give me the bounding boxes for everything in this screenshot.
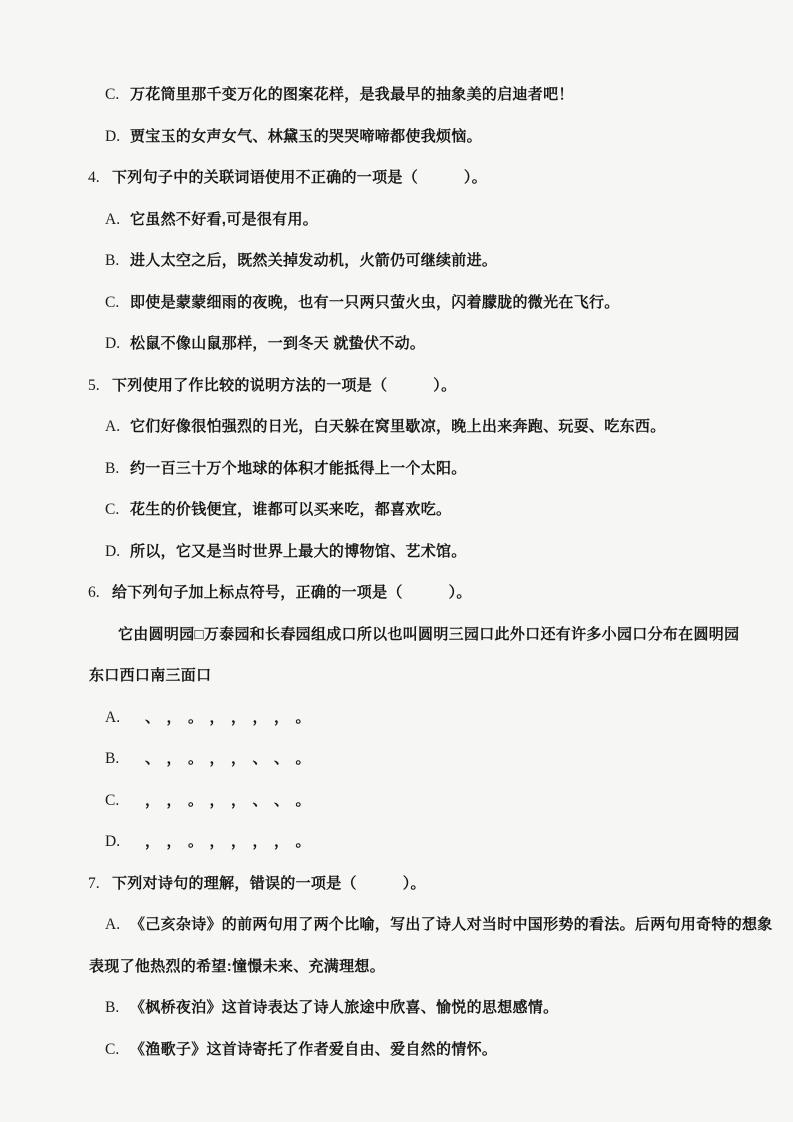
- punctuation-mark: 、: [252, 750, 268, 767]
- punctuation-mark: 。: [188, 833, 204, 850]
- punctuation-mark: ，: [166, 833, 182, 850]
- option-row: [0, 323, 793, 365]
- option-row: [0, 116, 793, 158]
- option-text: 约一百三十万个地球的体积才能抵得上一个太阳。: [130, 459, 467, 477]
- punctuation-mark: ，: [209, 750, 225, 767]
- punctuation-mark: 。: [295, 833, 311, 850]
- passage-line-row: [0, 614, 793, 656]
- punctuation-option-row: [0, 738, 793, 780]
- option-text: 松鼠不像山鼠那样，一到冬天 就蛰伏不动。: [130, 335, 426, 352]
- option-text: 即使是蒙蒙细雨的夜晚，也有一只两只萤火虫，闪着朦胧的微光在飞行。: [130, 293, 620, 311]
- question-stem: 下列使用了作比较的说明方法的一项是（ ）。: [112, 376, 457, 394]
- punctuation-option-row: [0, 780, 793, 822]
- option-text: 贾宝玉的女声女气、林黛玉的哭哭啼啼都使我烦恼。: [130, 127, 482, 145]
- punctuation-mark: ，: [274, 833, 290, 850]
- punctuation-mark: 。: [188, 750, 204, 767]
- punctuation-mark: 。: [295, 750, 311, 767]
- punctuation-mark: ，: [252, 708, 268, 726]
- option-row: [0, 240, 793, 282]
- punctuation-mark: ，: [231, 708, 247, 726]
- question-row: [0, 863, 793, 905]
- option-text: 万花筒里那千变万化的图案花样，是我最早的抽象美的启迪者吧！: [130, 86, 574, 103]
- option-row: [0, 987, 793, 1029]
- option-label: C.: [105, 501, 120, 518]
- punctuation-mark: ，: [231, 791, 247, 809]
- option-label: C.: [105, 86, 120, 103]
- punctuation-mark: ，: [209, 708, 225, 726]
- option-text: 进人太空之后，既然关掉发动机，火箭仍可继续前进。: [130, 252, 498, 269]
- punctuation-mark: 、: [252, 791, 268, 809]
- option-label: A.: [105, 418, 121, 435]
- question-number: 7.: [88, 874, 100, 892]
- option-label: B.: [105, 459, 120, 477]
- option-label: A.: [105, 708, 121, 726]
- option-text: 它虽然不好看,可是很有用。: [130, 210, 319, 228]
- punctuation-mark: 、: [145, 708, 161, 726]
- punctuation-mark: 、: [145, 750, 161, 767]
- punctuation-mark: ，: [166, 750, 182, 767]
- question-stem: 下列对诗句的理解，错误的一项是（ ）。: [112, 874, 426, 892]
- passage-text: 表现了他热烈的希望:憧憬未来、充满理想。: [89, 957, 385, 975]
- option-label: D.: [105, 127, 121, 145]
- punctuation-mark: ，: [145, 791, 161, 809]
- punctuation-option-row: [0, 697, 793, 739]
- question-stem: 下列句子中的关联词语使用不正确的一项是（ ）。: [112, 169, 488, 186]
- option-row: [0, 199, 793, 241]
- question-number: 6.: [88, 584, 100, 601]
- passage-line-row: [0, 655, 793, 697]
- punctuation-mark: ，: [209, 791, 225, 809]
- option-label: D.: [105, 833, 121, 850]
- punctuation-mark: ，: [166, 791, 182, 809]
- option-label: B.: [105, 252, 120, 269]
- option-row: [0, 531, 793, 573]
- option-text: 《枫桥夜泊》这首诗表达了诗人旅途中欣喜、愉悦的思想感情。: [130, 999, 559, 1016]
- option-label: B.: [105, 999, 120, 1016]
- question-row: [0, 157, 793, 199]
- punctuation-mark: 。: [295, 791, 311, 809]
- option-label: A.: [105, 916, 121, 933]
- punctuation-mark: ，: [145, 833, 161, 850]
- option-label: D.: [105, 335, 121, 352]
- passage-line-row: [0, 946, 793, 988]
- option-label: B.: [105, 750, 120, 767]
- question-stem: 给下列句子加上标点符号，正确的一项是（ ）。: [112, 584, 472, 601]
- punctuation-mark: 。: [188, 708, 204, 726]
- question-row: [0, 365, 793, 407]
- option-row: [0, 1029, 793, 1071]
- punctuation-mark: 、: [274, 791, 290, 809]
- option-row: [0, 904, 793, 946]
- punctuation-mark: ，: [231, 750, 247, 767]
- option-text: 所以，它又是当时世界上最大的博物馆、艺术馆。: [130, 542, 467, 560]
- option-row: [0, 489, 793, 531]
- question-number: 5.: [88, 376, 100, 394]
- punctuation-option-row: [0, 821, 793, 863]
- punctuation-mark: 、: [274, 750, 290, 767]
- punctuation-mark: 。: [188, 791, 204, 809]
- question-number: 4.: [88, 169, 100, 186]
- punctuation-mark: ，: [252, 833, 268, 850]
- option-row: [0, 74, 793, 116]
- option-row: [0, 448, 793, 490]
- option-text: 《己亥杂诗》的前两句用了两个比喻，写出了诗人对当时中国形势的看法。后两句用奇特的想象: [130, 916, 773, 933]
- punctuation-mark: ，: [274, 708, 290, 726]
- option-text: 《渔歌子》这首诗寄托了作者爱自由、爱自然的情怀。: [130, 1040, 498, 1058]
- option-text: 花生的价钱便宜，谁都可以买来吃，都喜欢吃。: [130, 501, 452, 518]
- option-label: C.: [105, 1040, 120, 1058]
- exam-text-lines: [0, 74, 793, 1070]
- option-label: D.: [105, 542, 121, 560]
- passage-text: 它由圆明园□万泰园和长春园组成口所以也叫圆明三园口此外口还有许多小园口分布在圆明园: [118, 625, 740, 643]
- option-label: C.: [105, 293, 120, 311]
- option-row: [0, 282, 793, 324]
- option-label: A.: [105, 210, 121, 228]
- option-text: 它们好像很怕强烈的日光，白天躲在窝里歇凉，晚上出来奔跑、玩耍、吃东西。: [130, 418, 666, 435]
- punctuation-mark: ，: [166, 708, 182, 726]
- punctuation-mark: ，: [231, 833, 247, 850]
- passage-text: 东口西口南三面口: [89, 667, 212, 684]
- punctuation-mark: ，: [209, 833, 225, 850]
- question-row: [0, 572, 793, 614]
- option-label: C.: [105, 791, 120, 809]
- punctuation-mark: 。: [295, 708, 311, 726]
- option-row: [0, 406, 793, 448]
